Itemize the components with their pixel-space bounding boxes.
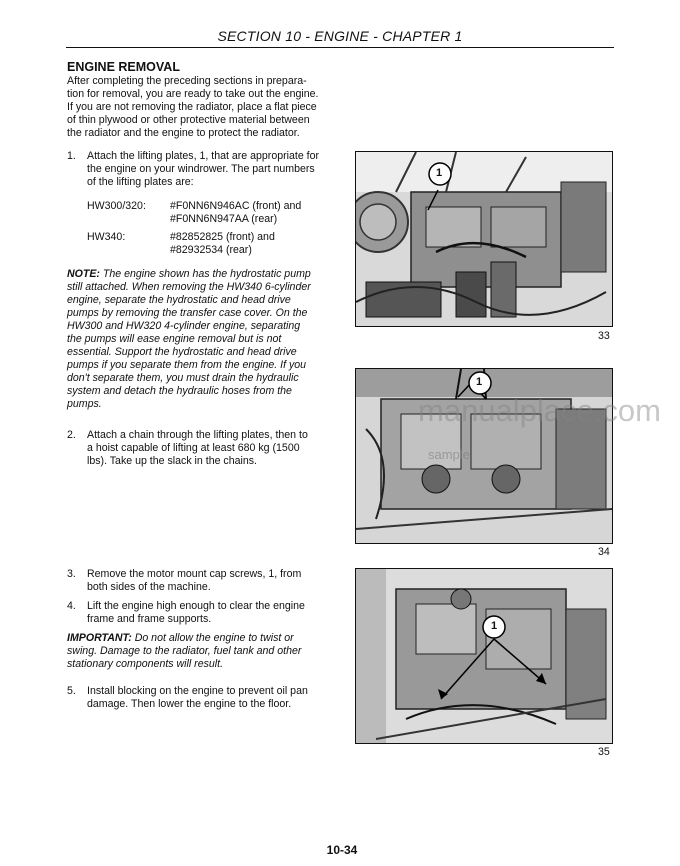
note-line: pumps by removing the transfer case cover. On the (67, 307, 308, 319)
step-line: of the lifting plates are: (87, 176, 194, 188)
note-line: pumps if you separate them from the engine. If you (67, 359, 307, 371)
engine-photo-illustration (356, 569, 612, 743)
figure-number: 35 (598, 746, 610, 758)
pn-value: #82852825 (front) and (170, 231, 275, 243)
step-number: 5. (67, 685, 76, 697)
important-text: Do not allow the engine to twist or (134, 632, 294, 644)
pn-value: #F0NN6N947AA (rear) (170, 213, 278, 225)
pn-model: HW300/320: (87, 200, 146, 212)
section-heading: ENGINE REMOVAL (67, 60, 180, 74)
watermark-sub: sample (428, 447, 470, 462)
step-line: Lift the engine high enough to clear the engine (87, 600, 305, 612)
note-line: pumps. (67, 398, 102, 410)
step-number: 2. (67, 429, 76, 441)
step-line: damage. Then lower the engine to the floor. (87, 698, 292, 710)
step-number: 1. (67, 150, 76, 162)
figure-35-photo (355, 568, 613, 744)
pn-value: #82932534 (rear) (170, 244, 252, 256)
step-number: 4. (67, 600, 76, 612)
note-line: still attached. When removing the HW340 6-cylinder (67, 281, 311, 293)
figure-number: 33 (598, 330, 610, 342)
step-line: Attach a chain through the lifting plates, then to (87, 429, 308, 441)
figure-callout: 1 (436, 167, 443, 179)
pn-value: #F0NN6N946AC (front) and (170, 200, 302, 212)
important-line: stationary components will result. (67, 658, 224, 670)
page-number: 10-34 (326, 843, 358, 857)
header-divider (66, 47, 614, 48)
note-line: HW300 and HW320 4-cylinder engine, separating (67, 320, 301, 332)
pn-model: HW340: (87, 231, 126, 243)
engine-photo-illustration (356, 152, 612, 326)
important-line: swing. Damage to the radiator, fuel tank and other (67, 645, 302, 657)
important-line (67, 632, 324, 645)
note-label: NOTE: (67, 268, 100, 280)
note-line: don't separate them, you must drain the hydraulic (67, 372, 299, 384)
note-line: the pumps will ease engine removal but is not (67, 333, 282, 345)
step-line: both sides of the machine. (87, 581, 211, 593)
intro-line: If you are not removing the radiator, place a flat piece (67, 101, 317, 113)
intro-line: After completing the preceding sections in prepara- (67, 75, 307, 87)
figure-callout: 1 (491, 620, 498, 632)
watermark: manualplace.com (418, 393, 661, 428)
figure-callout: 1 (476, 376, 483, 388)
note-text: The engine shown has the hydrostatic pump (102, 268, 311, 280)
step-line: lbs). Take up the slack in the chains. (87, 455, 257, 467)
intro-line: the radiator and the engine to protect the radiator. (67, 127, 300, 139)
figure-number: 34 (598, 546, 610, 558)
step-line: a hoist capable of lifting at least 680 kg (1500 (87, 442, 300, 454)
step-line: the engine on your windrower. The part numbers (87, 163, 315, 175)
note-line: essential. Support the hydrostatic and head drive (67, 346, 297, 358)
step-line: Install blocking on the engine to prevent oil pan (87, 685, 308, 697)
step-line: Attach the lifting plates, 1, that are appropriate for (87, 150, 320, 162)
important-label: IMPORTANT: (67, 632, 132, 644)
note-line (67, 268, 324, 281)
step-number: 3. (67, 568, 76, 580)
step-line: Remove the motor mount cap screws, 1, from (87, 568, 302, 580)
intro-line: tion for removal, you are ready to take out the engine. (67, 88, 319, 100)
note-line: system and detach the hydraulic hoses from the (67, 385, 292, 397)
page-header-title: SECTION 10 - ENGINE - CHAPTER 1 (217, 28, 463, 44)
intro-line: of thin plywood or other protective material between (67, 114, 310, 126)
figure-33-photo (355, 151, 613, 327)
note-line: engine, separate the hydrostatic and head drive (67, 294, 291, 306)
step-line: frame and frame supports. (87, 613, 212, 625)
